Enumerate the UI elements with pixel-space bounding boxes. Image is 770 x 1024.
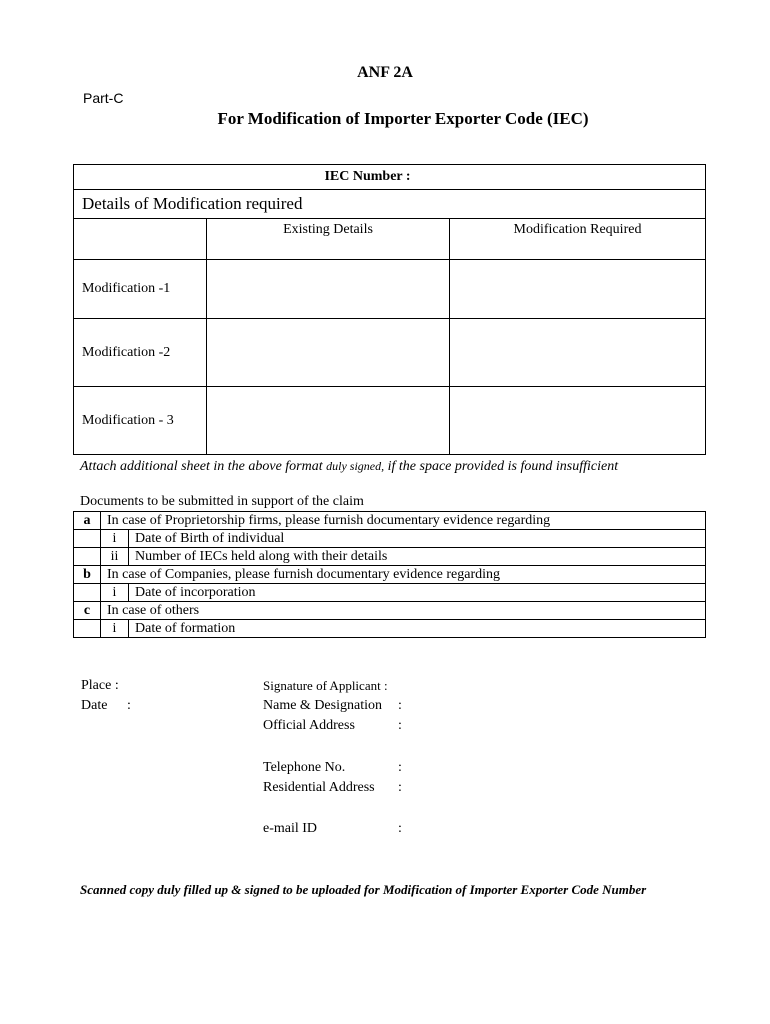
modification-3-label: Modification - 3 [74,387,207,455]
item-c-i-text: Date of formation [129,620,706,638]
details-heading: Details of Modification required [74,190,706,219]
part-label: Part-C [83,90,124,106]
modification-2-existing-field[interactable] [207,319,450,387]
item-a-i-number: i [101,530,129,548]
official-address-label: Official Address [263,718,355,733]
item-c-text: In case of others [101,602,706,620]
residential-address-label: Residential Address [263,780,375,795]
item-c-i-number: i [101,620,129,638]
item-b-i-number: i [101,584,129,602]
form-subtitle: For Modification of Importer Exporter Code (IEC) [217,109,589,128]
modification-1-existing-field[interactable] [207,260,450,319]
footer-note: Scanned copy duly filled up & signed to be uploaded for Modification of Importer Exporter Code Number [80,882,647,897]
iec-number-cell[interactable] [74,165,706,190]
item-b-letter: b [74,566,101,584]
email-colon: : [398,821,402,836]
item-a-ii-number: ii [101,548,129,566]
item-a-letter: a [74,512,101,530]
residential-address-colon: : [398,780,402,795]
modification-required-header: Modification Required [450,219,706,260]
date-colon: : [127,698,131,713]
item-a-text: In case of Proprietorship firms, please furnish documentary evidence regarding [101,512,706,530]
modification-1-label: Modification -1 [74,260,207,319]
attach-note: Attach additional sheet in the above format duly signed, if the space provided is found insufficient [80,459,619,474]
modification-table [73,164,706,455]
modification-2-required-field[interactable] [450,319,706,387]
date-label: Date [81,698,108,713]
modification-1-required-field[interactable] [450,260,706,319]
place-label: Place : [81,678,119,693]
name-designation-label: Name & Designation [263,698,382,713]
email-label: e-mail ID [263,821,318,836]
telephone-label: Telephone No. [263,760,346,775]
header-blank-cell [74,219,207,260]
form-title: ANF 2A [357,64,413,81]
item-c-letter: c [74,602,101,620]
telephone-colon: : [398,760,402,775]
modification-3-existing-field[interactable] [207,387,450,455]
modification-2-label: Modification -2 [74,319,207,387]
name-designation-colon: : [398,698,402,713]
official-address-colon: : [398,718,402,733]
modification-3-required-field[interactable] [450,387,706,455]
signature-of-applicant-label: Signature of Applicant : [263,678,388,693]
item-a-i-text: Date of Birth of individual [129,530,706,548]
documents-table [73,511,706,638]
documents-title: Documents to be submitted in support of the claim [80,494,364,509]
item-b-text: In case of Companies, please furnish documentary evidence regarding [101,566,706,584]
item-a-ii-text: Number of IECs held along with their details [129,548,706,566]
iec-number-label: IEC Number : [324,169,411,184]
existing-details-header: Existing Details [207,219,450,260]
item-b-i-text: Date of incorporation [129,584,706,602]
